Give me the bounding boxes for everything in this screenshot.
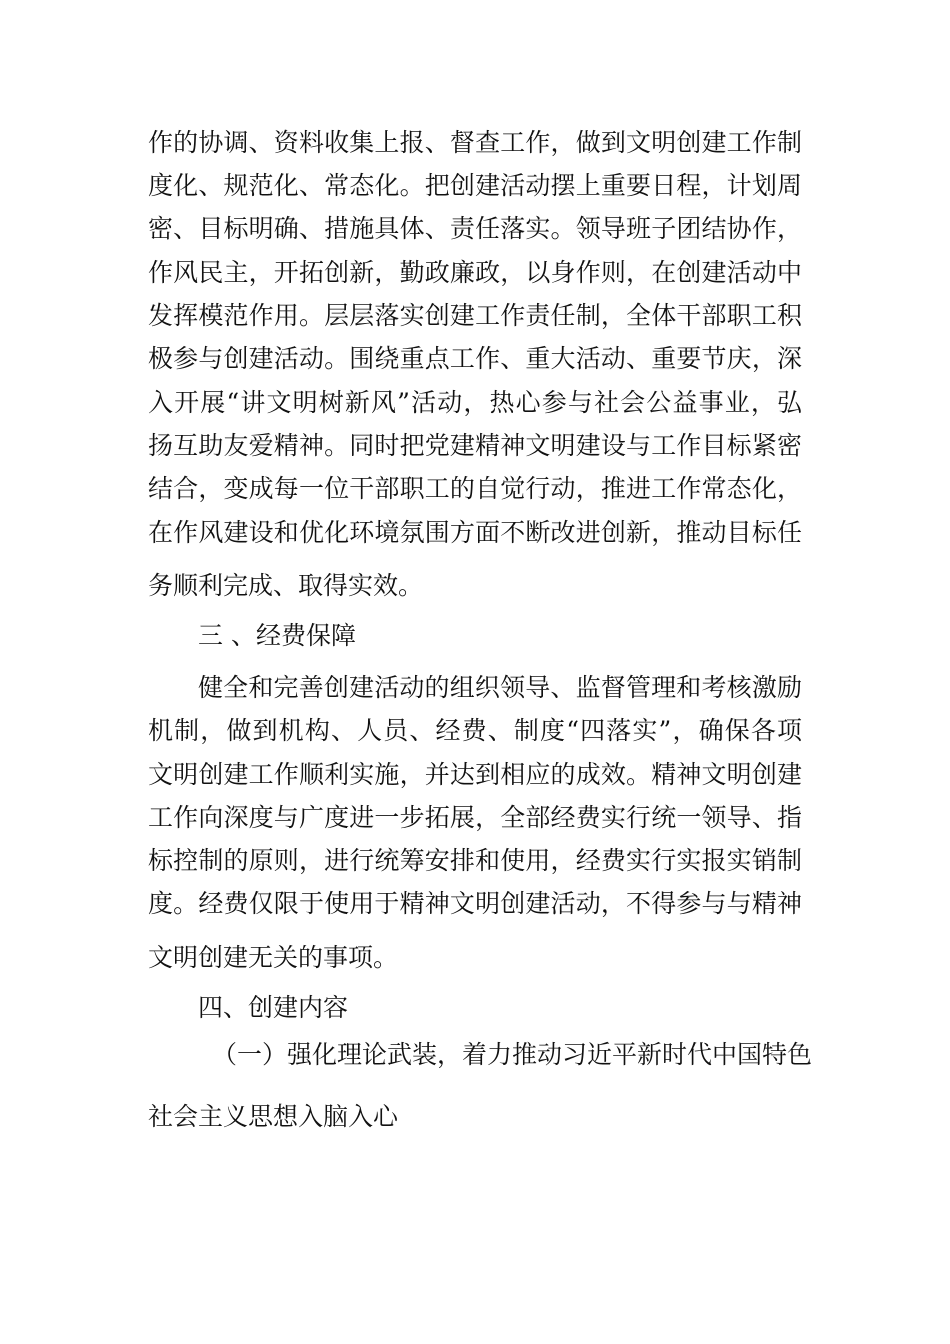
body-text-line: 文明创建工作顺利实施，并达到相应的成效。精神文明创建 <box>148 760 802 789</box>
subsection-heading: （一）强化理论武装，着力推动习近平新时代中国特色 <box>212 1040 813 1069</box>
body-text-line: 发挥模范作用。层层落实创建工作责任制，全体干部职工积 <box>148 301 802 330</box>
body-text-line: 工作向深度与广度进一步拓展，全部经费实行统一领导、指 <box>148 803 802 832</box>
subsection-heading-continued: 社会主义思想入脑入心 <box>148 1102 399 1131</box>
body-text-line: 密、目标明确、措施具体、责任落实。领导班子团结协作， <box>148 214 802 243</box>
body-text-line: 扬互助友爱精神。同时把党建精神文明建设与工作目标紧密 <box>148 431 802 460</box>
section-heading-funding: 三 、经费保障 <box>198 621 356 650</box>
body-text-line: 标控制的原则，进行统筹安排和使用，经费实行实报实销制 <box>148 846 802 875</box>
body-text-line: 作风民主，开拓创新，勤政廉政，以身作则，在创建活动中 <box>148 258 802 287</box>
body-text-line: 度。经费仅限于使用于精神文明创建活动，不得参与与精神 <box>148 889 802 918</box>
body-text-line: 务顺利完成、取得实效。 <box>148 571 424 600</box>
body-text-line: 健全和完善创建活动的组织领导、监督管理和考核激励 <box>198 673 802 702</box>
body-text-line: 极参与创建活动。围绕重点工作、重大活动、重要节庆，深 <box>148 344 802 373</box>
body-text-line: 机制，做到机构、人员、经费、制度“四落实”，确保各项 <box>148 716 802 745</box>
body-text-line: 在作风建设和优化环境氛围方面不断改进创新，推动目标任 <box>148 518 802 547</box>
body-text-line: 度化、规范化、常态化。把创建活动摆上重要日程，计划周 <box>148 171 802 200</box>
body-text-line: 文明创建无关的事项。 <box>148 943 399 972</box>
body-text-line: 结合，变成每一位干部职工的自觉行动，推进工作常态化， <box>148 474 802 503</box>
body-text-line: 入开展“讲文明树新风”活动，热心参与社会公益事业，弘 <box>148 388 802 417</box>
body-text-line: 作的协调、资料收集上报、督查工作，做到文明创建工作制 <box>148 128 802 157</box>
section-heading-content: 四、创建内容 <box>198 993 349 1022</box>
